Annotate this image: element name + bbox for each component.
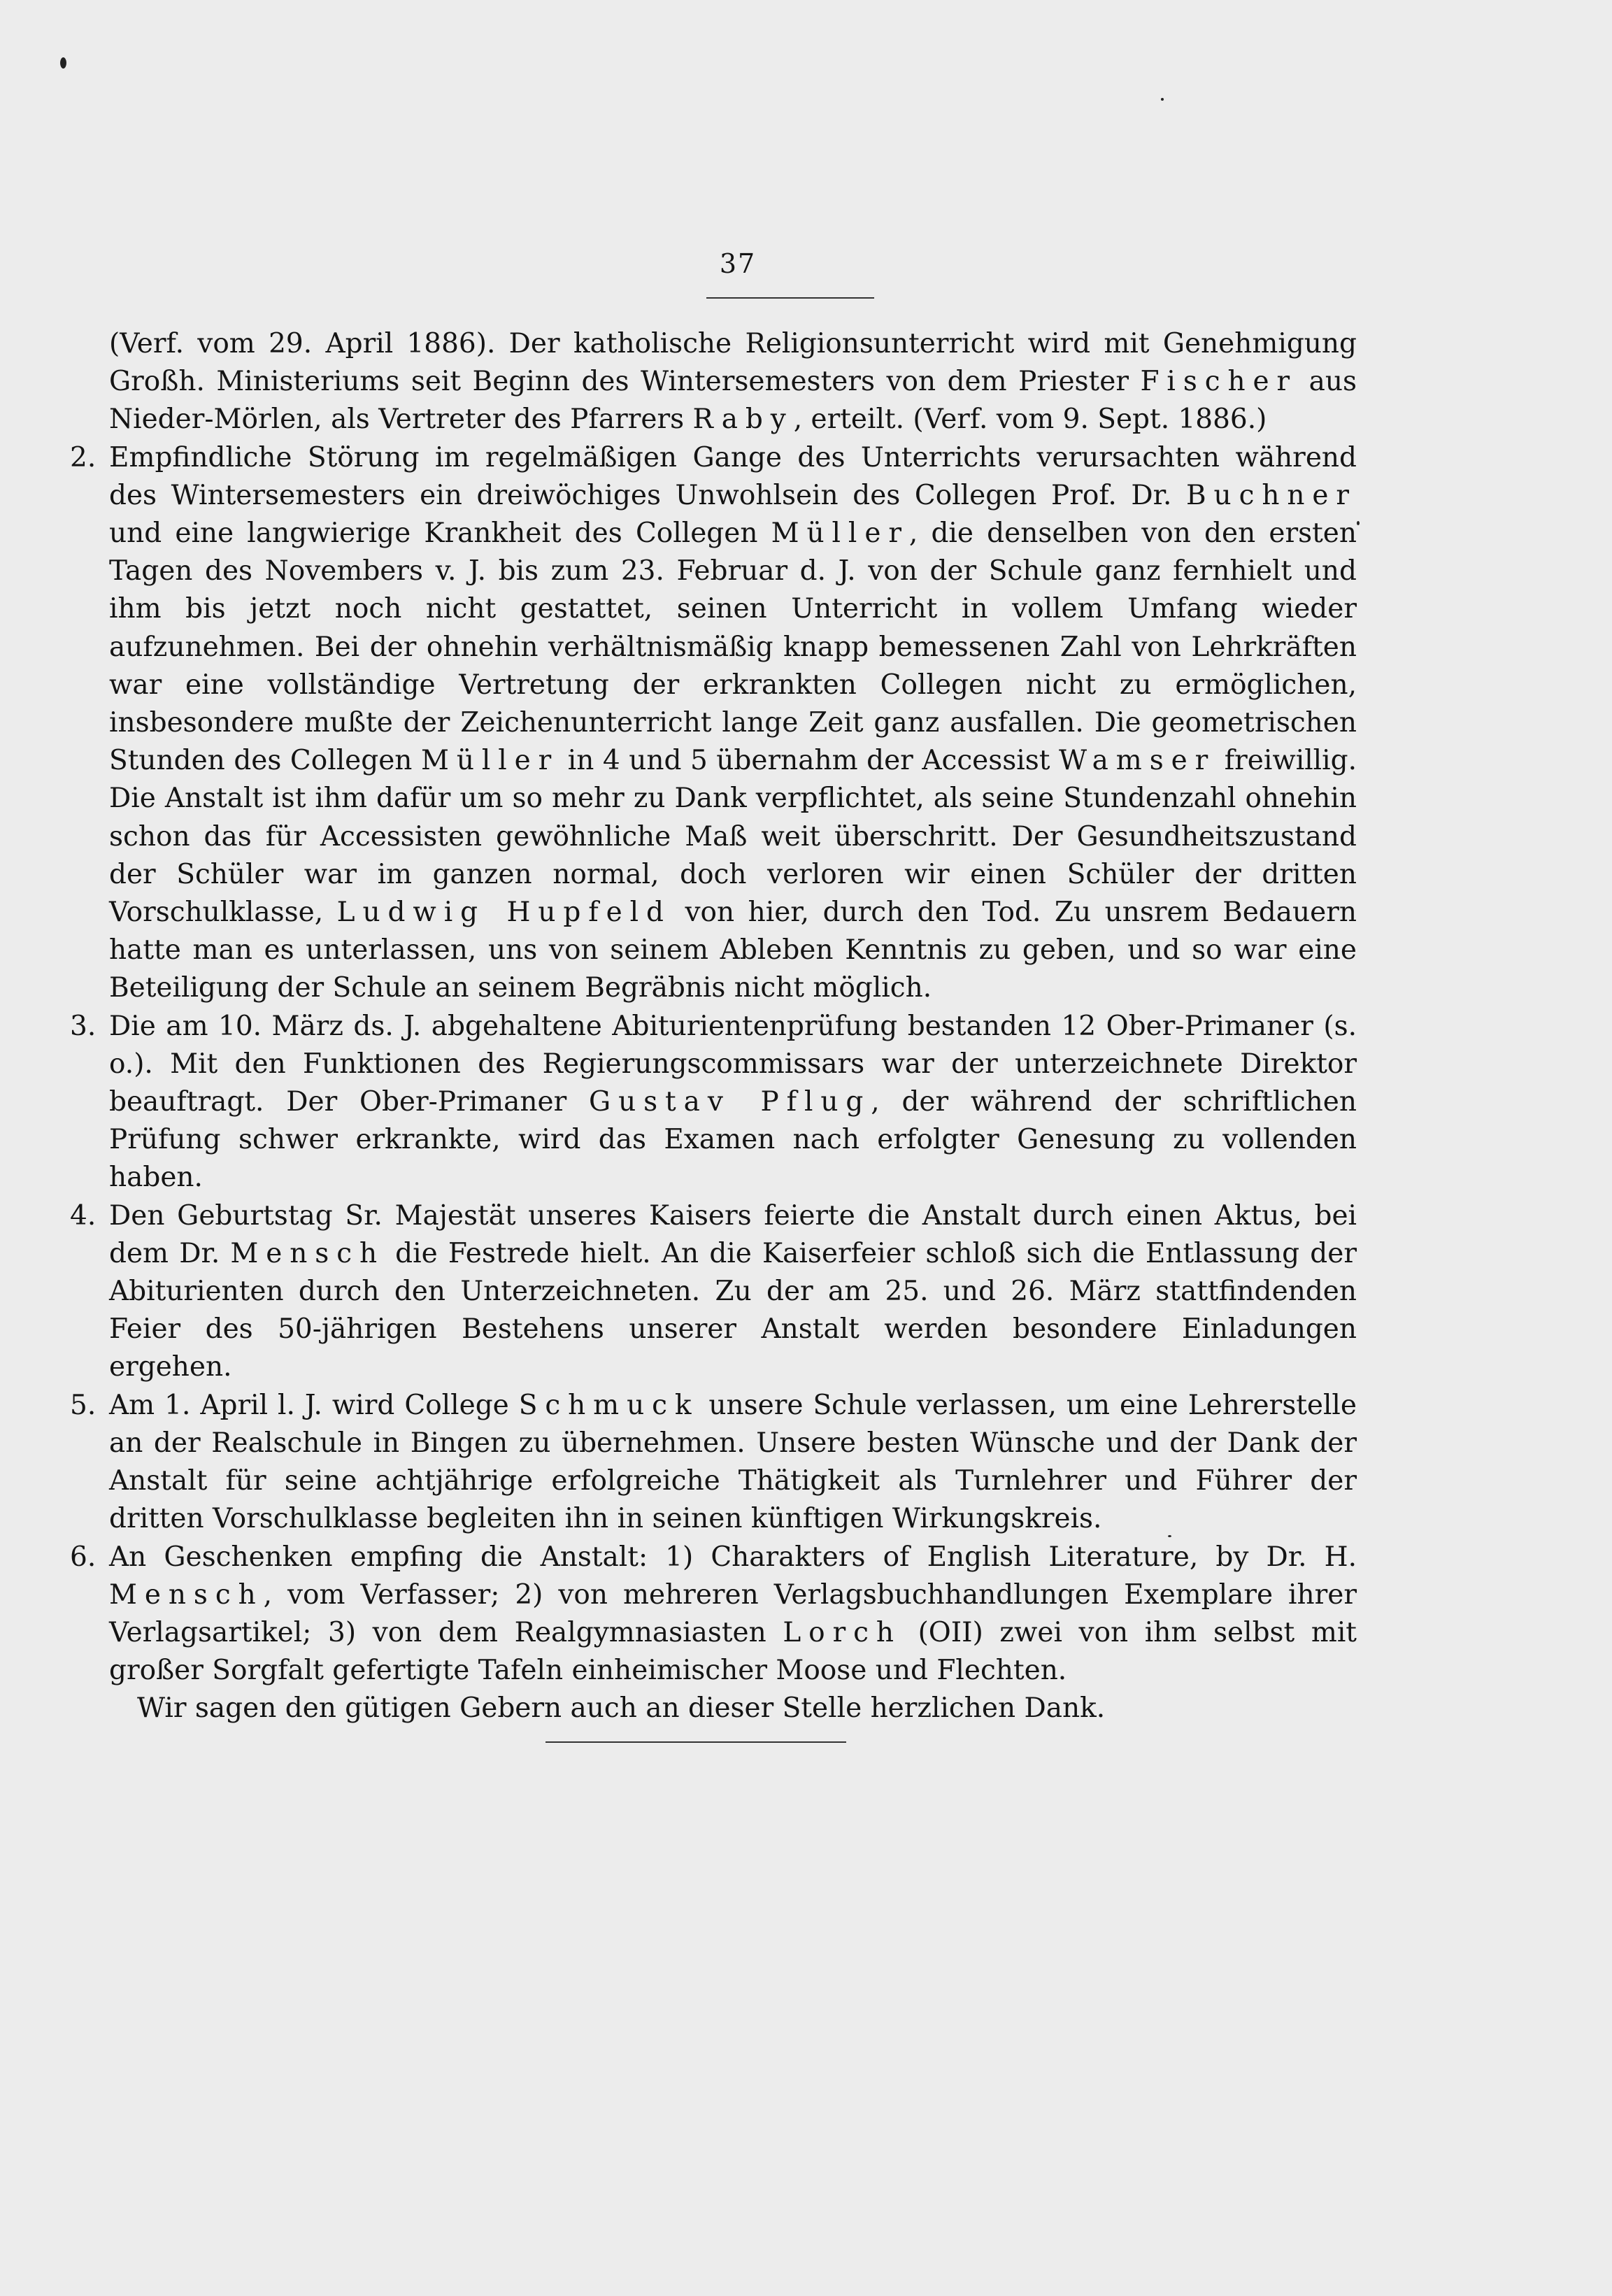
- name-fischer: Fischer: [1140, 366, 1298, 398]
- item-number: 3.: [70, 1010, 97, 1042]
- paragraph-continuation: (Verf. vom 29. April 1886). Der katholische Religionsunterricht wird mit Genehmigung Großh. Ministeriums seit Beginn des Wintersemesters von dem Priester Fischer aus Nieder-Mörlen, als Vertreter des Pfarrers Raby, erteilt. (Verf. vom 9. Sept. 1886.): [109, 328, 1357, 436]
- name-mensch: Mensch: [109, 1578, 264, 1611]
- name-mueller: Müller: [771, 518, 909, 550]
- report-text: [70, 325, 1357, 1728]
- item-number: 5.: [70, 1389, 97, 1421]
- name-wamser: Wamser: [1059, 745, 1216, 777]
- name-mueller: Müller: [420, 745, 559, 777]
- name-buchner: Buchner: [1185, 479, 1357, 511]
- item-number: 6.: [70, 1541, 97, 1573]
- item-6-donations: 6. An Geschenken empfing die Anstalt: 1) Charakters of English Literature, by Dr. H. Mensch, vom Verfasser; 2) von mehreren Verlagsbuchhandlungen Exemplare ihrer Verlagsartikel; 3) von dem Realgymnasiasten Lorch (OII) zwei von ihm selbst mit großer Sorgfalt gefertigte Tafeln einheimischer Moose und Flechten.: [70, 1539, 1357, 1690]
- item-number: 2.: [70, 441, 97, 473]
- closing-thanks: Wir sagen den gütigen Gebern auch an dieser Stelle herzlichen Dank.: [137, 1692, 1106, 1725]
- item-2-health-and-staffing: 2. Empfindliche Störung im regelmäßigen Gange des Unterrichts verursachten während des Wintersemesters ein dreiwöchiges Unwohlsein des Collegen Prof. Dr. Buchner und eine langwierige Krankheit des Collegen Müller, die denselben von den ersten Tagen des Novembers v. J. bis zum 23. Februar d. J. von der Schule ganz fernhielt und ihm bis jetzt noch nicht gestattet, seinen Unterricht in vollem Umfang wieder aufzunehmen. Bei der ohnehin verhältnismäßig knapp bemessenen Zahl von Lehrkräften war eine vollständige Vertretung der erkrankten Collegen nicht zu ermöglichen, insbesondere mußte der Zeichenunterricht lange Zeit ganz ausfallen. Die geometrischen Stunden des Collegen Müller in 4 und 5 übernahm der Accessist Wamser freiwillig. Die Anstalt ist ihm dafür um so mehr zu Dank verpflichtet, als seine Stundenzahl ohnehin schon das für Accessisten gewöhnliche Maß weit überschritt. Der Gesundheitszustand der Schüler war im ganzen normal, doch verloren wir einen Schüler der dritten Vorschulklasse, Ludwig Hupfeld von hier, durch den Tod. Zu unsrem Bedauern hatte man es unterlassen, uns von seinem Ableben Kenntnis zu geben, und so war eine Beteiligung der Schule an seinem Begräbnis nicht möglich.: [70, 439, 1357, 1008]
- ink-speck: [1161, 98, 1164, 101]
- item-5-staff-departure: 5. Am 1. April l. J. wird College Schmuck unsere Schule verlassen, um eine Lehrerstelle an der Realschule in Bingen zu übernehmen. Unsere besten Wünsche und der Dank der Anstalt für seine achtjährige erfolgreiche Thätigkeit als Turnlehrer und Führer der dritten Vorschulklasse begleiten ihn in seinen künftigen Wirkungskreis.: [70, 1387, 1357, 1539]
- page-number: 37: [719, 248, 757, 279]
- item-3-abitur-exam: 3. Die am 10. März ds. J. abgehaltene Abiturientenprüfung bestanden 12 Ober-Primaner (s. o.). Mit den Funktionen des Regierungscommissars war der unterzeichnete Direktor beauftragt. Der Ober-Primaner Gustav Pflug, der während der schriftlichen Prüfung schwer erkrankte, wird das Examen nach erfolgter Genesung zu vollenden haben.: [70, 1008, 1357, 1197]
- ink-speck: [1357, 521, 1360, 525]
- name-ludwig-hupfeld: Ludwig Hupfeld: [336, 897, 671, 929]
- name-lorch: Lorch: [783, 1616, 901, 1648]
- item-4-emperor-birthday: 4. Den Geburtstag Sr. Majestät unseres Kaisers feierte die Anstalt durch einen Aktus, bei dem Dr. Mensch die Festrede hielt. An die Kaiserfeier schloß sich die Entlassung der Abiturienten durch den Unterzeichneten. Zu der am 25. und 26. März stattfindenden Feier des 50-jährigen Bestehens unserer Anstalt werden besondere Einladungen ergehen.: [70, 1197, 1357, 1387]
- item-number: 4.: [70, 1199, 97, 1232]
- header-rule: [706, 297, 874, 299]
- ink-speck: [60, 57, 66, 69]
- page-header: [601, 248, 874, 292]
- name-gustav-pflug: Gustav Pflug: [589, 1086, 871, 1118]
- name-mensch: Mensch: [230, 1237, 385, 1269]
- name-schmuck: Schmuck: [518, 1389, 699, 1421]
- end-rule: [545, 1741, 846, 1743]
- name-raby: Raby: [692, 404, 794, 436]
